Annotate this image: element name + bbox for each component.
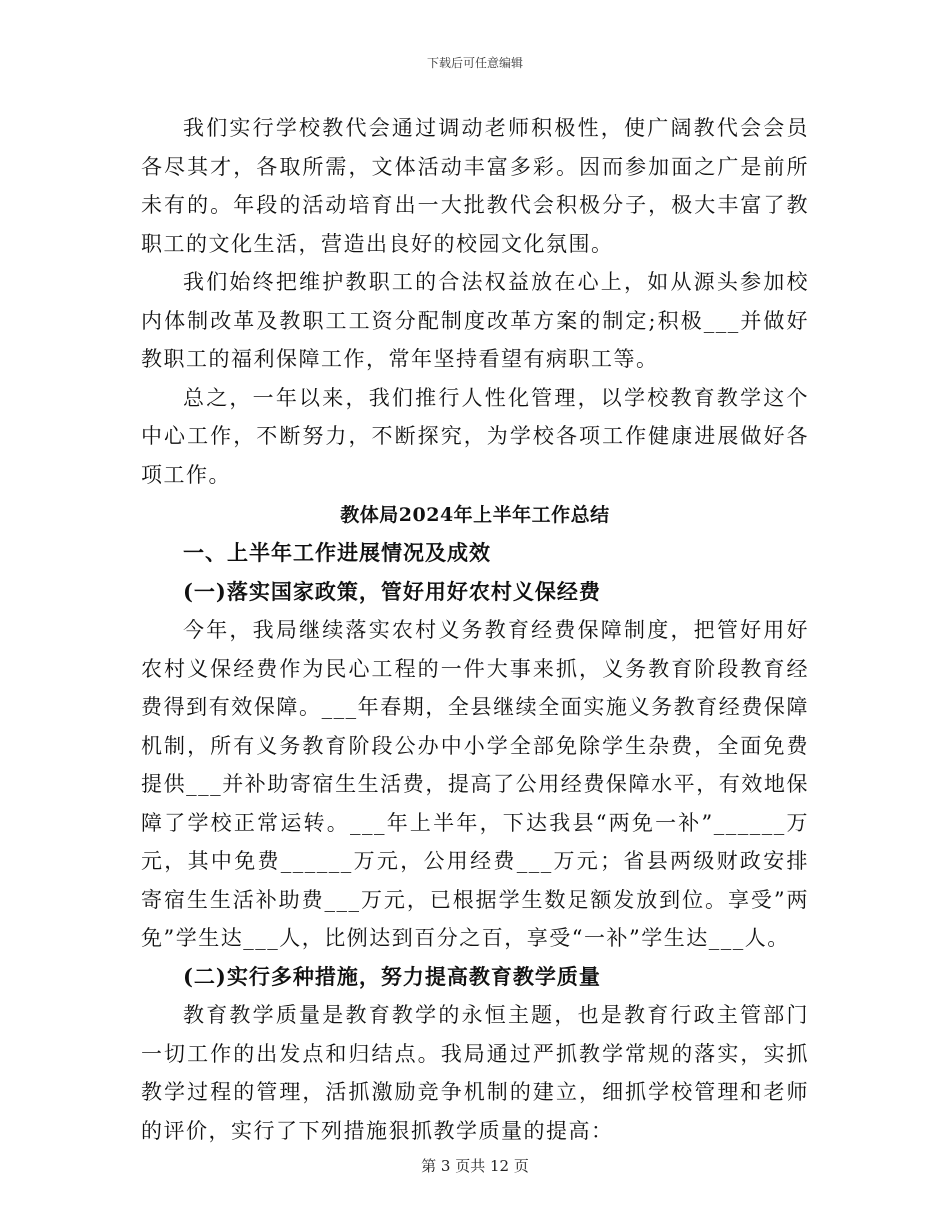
paragraph-summary: 总之，一年以来，我们推行人性化管理，以学校教育教学这个中心工作，不断努力，不断探究，为学校各项工作健康进展做好各项工作。 [141, 385, 809, 487]
page-header: 下载后可任意编辑 [426, 56, 523, 70]
subheading-quality: (二)实行多种措施，努力提高教育教学质量 [183, 963, 601, 989]
paragraph-staff-rights: 我们始终把维护教职工的合法权益放在心上，如从源头参加校内体制改革及教职工工资分配制度改革方案的制定;积极___并做好教职工的福利保障工作，常年坚持看望有病职工等。 [141, 270, 809, 371]
page-footer: 第 3 页共 12 页 [421, 1157, 529, 1175]
document-title: 教体局2024年上半年工作总结 [340, 504, 610, 526]
paragraph-quality: 教育教学质量是教育教学的永恒主题，也是教育行政主管部门一切工作的出发点和归结点。我局通过严抓教学常规的落实，实抓教学过程的管理，活抓激励竞争机制的建立，细抓学校管理和老师的评价，实行了下列措施狠抓教学质量的提高： [141, 1003, 809, 1143]
subheading-funds: (一)落实国家政策，管好用好农村义保经费 [183, 578, 601, 604]
paragraph-teachers-congress: 我们实行学校教代会通过调动老师积极性，使广阔教代会会员各尽其才，各取所需，文体活动丰富多彩。因而参加面之广是前所未有的。年段的活动培育出一大批教代会积极分子，极大丰富了教职工的文化生活，营造出良好的校园文化氛围。 [141, 116, 809, 256]
paragraph-funds: 今年，我局继续落实农村义务教育经费保障制度，把管好用好农村义保经费作为民心工程的一件大事来抓，义务教育阶段教育经费得到有效保障。___年春期，全县继续全面实施义务教育经费保障机制，所有义务教育阶段公办中小学全部免除学生杂费，全面免费提供___并补助寄宿生生活费，提高了公用经费保障水平，有效地保障了学校正常运转。___年上半年，下达我县“两免一补”______万元，其中免费______万元，公用经费___万元；省县两级财政安排寄宿生生活补助费___万元，已根据学生数足额发放到位。享受”两免”学生达___人，比例达到百分之百，享受“一补”学生达___人。 [141, 618, 809, 950]
document-body [141, 109, 809, 1150]
section-heading-progress: 一、上半年工作进展情况及成效 [183, 540, 491, 565]
